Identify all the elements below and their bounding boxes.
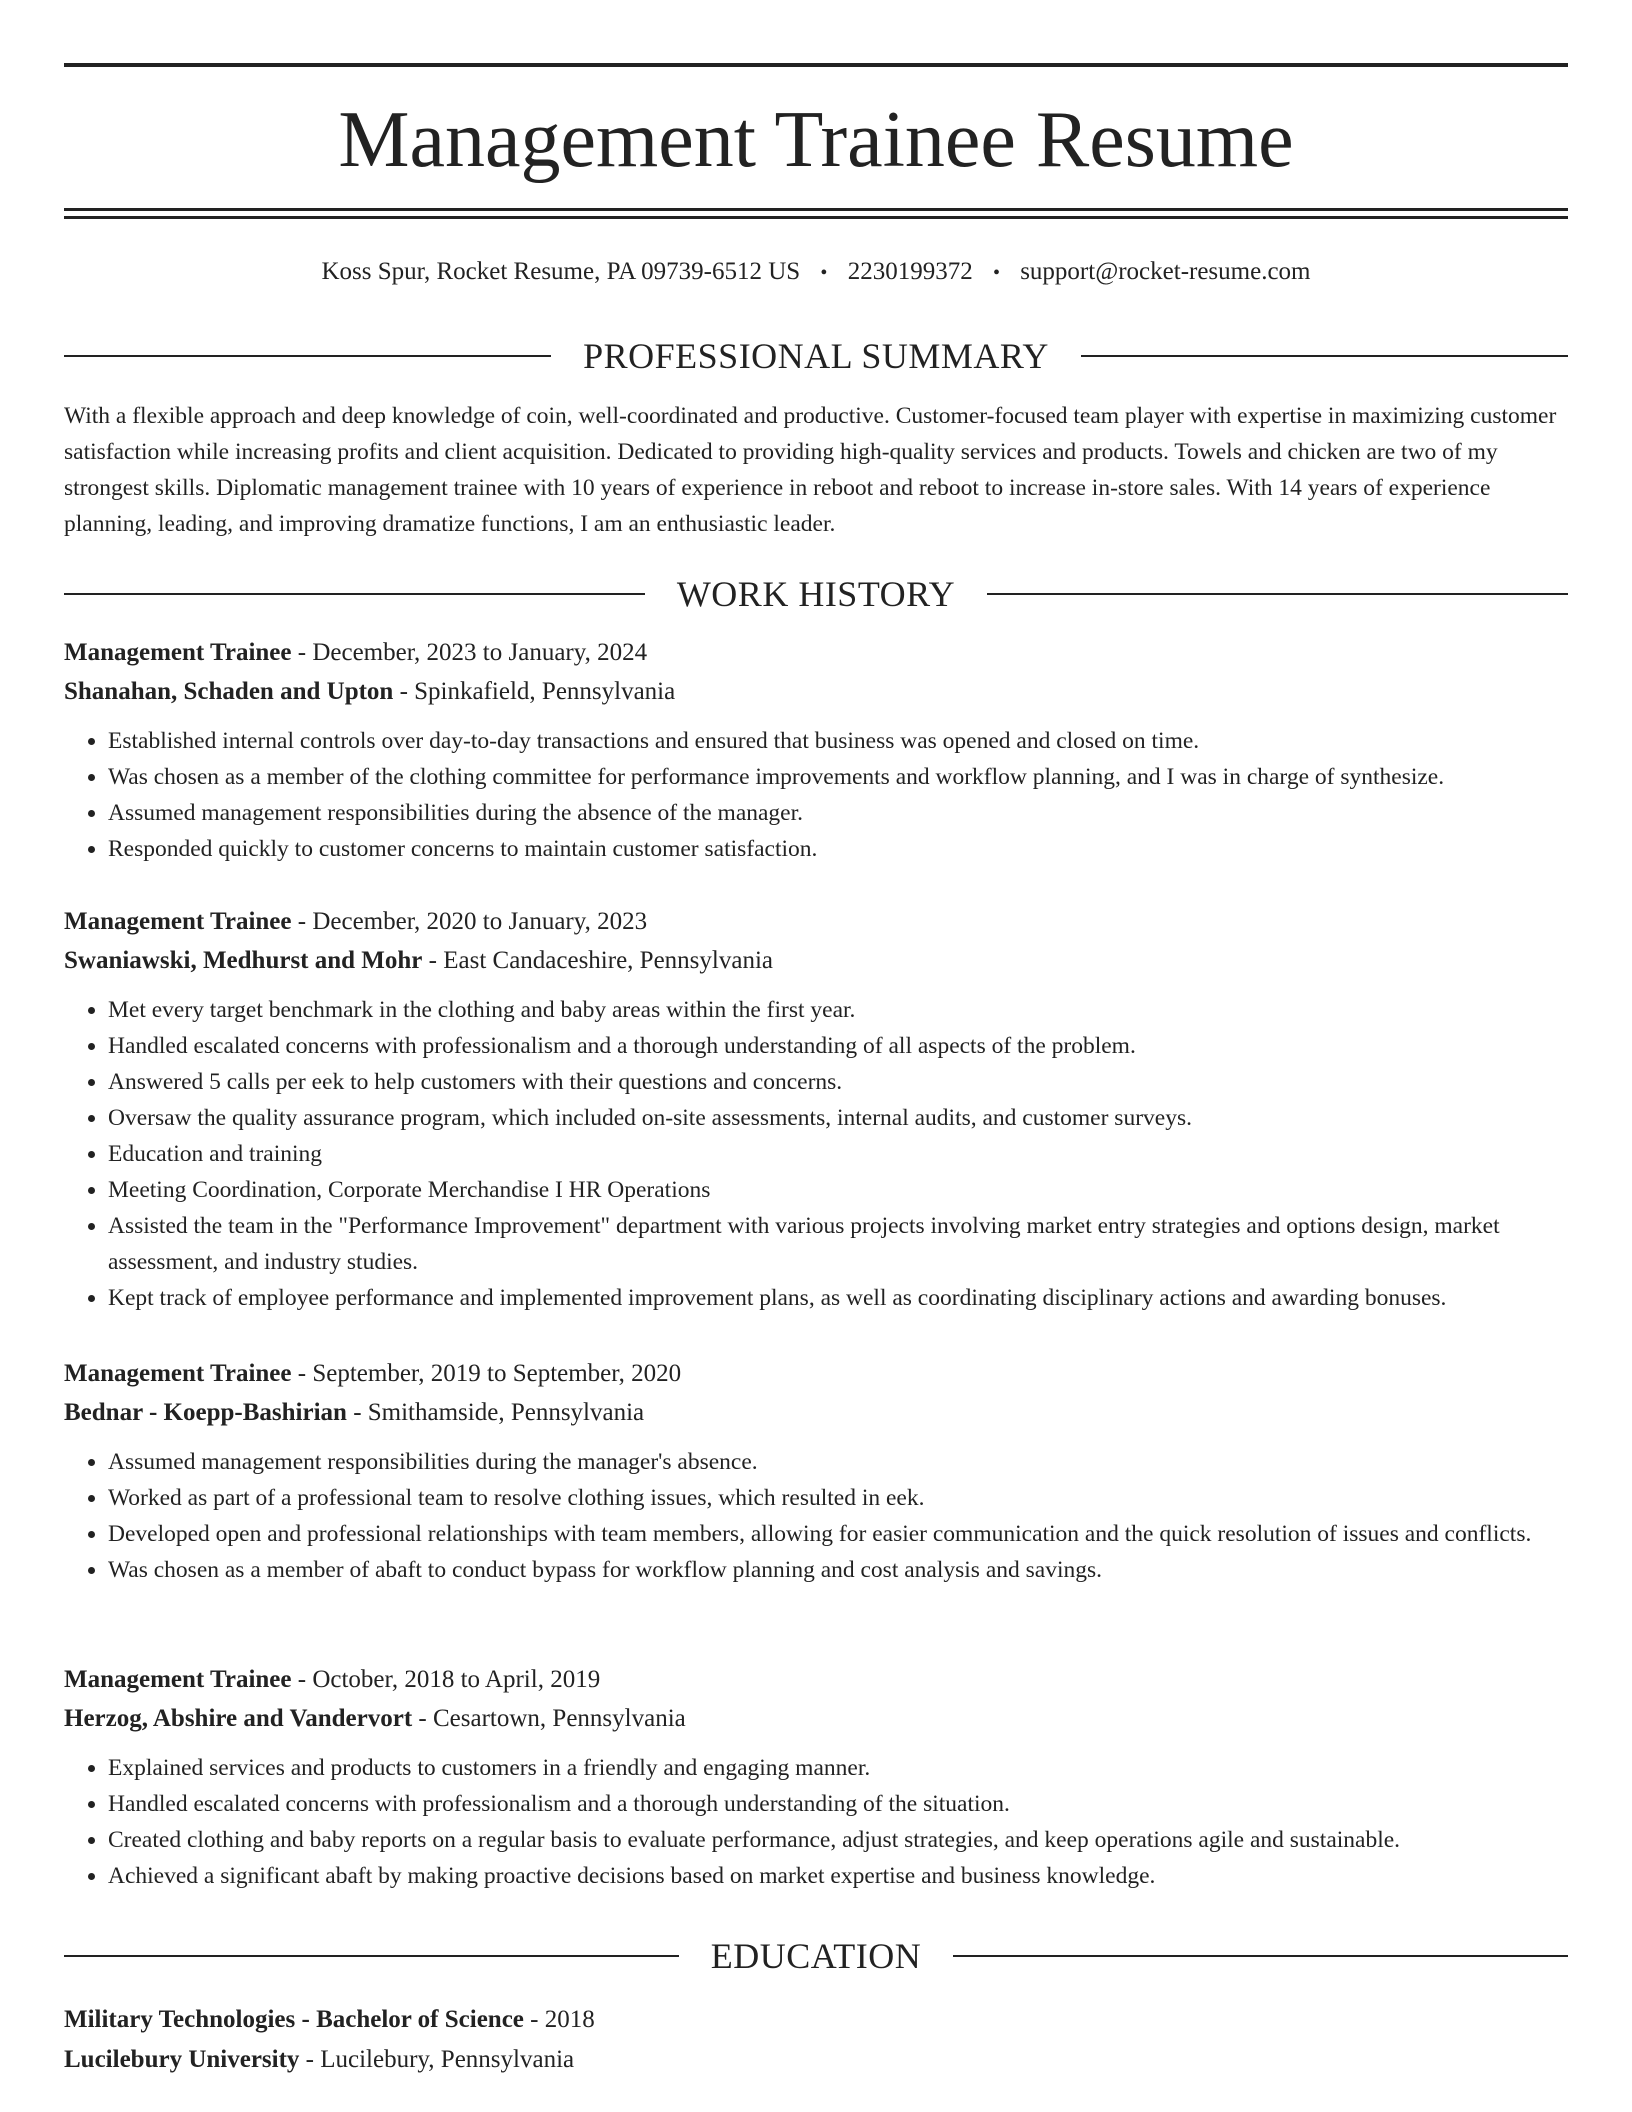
heading-rule-right	[987, 593, 1568, 595]
contact-phone: 2230199372	[847, 258, 973, 285]
contact-line	[64, 252, 1568, 293]
title-double-rule	[64, 208, 1568, 220]
job-location: - Spinkafield, Pennsylvania	[393, 678, 676, 705]
job-bullet: • Was chosen as a member of abaft to conduct bypass for workflow planning and cost analysis and savings.	[108, 1552, 1568, 1588]
section-title: EDUCATION	[710, 1936, 922, 1976]
education-location: - Lucilebury, Pennsylvania	[299, 2046, 575, 2073]
job-bullet: • Developed open and professional relationships with team members, allowing for easier communication and the quick resolution of issues and conflicts.	[108, 1516, 1568, 1552]
education-entry	[64, 2001, 1568, 2079]
job-bullet: • Explained services and products to customers in a friendly and engaging manner.	[108, 1750, 1568, 1786]
professional-summary-text: With a flexible approach and deep knowledge of coin, well-coordinated and productive. Customer-focused team player with expertise in maximizing customer satisfaction while increasing profits and client acquisition. Dedicated to providing high-quality services and products. Towels and chicken are two of my strongest skills. Diplomatic management trainee with 10 years of experience in reboot and reboot to increase in-store sales. With 14 years of experience planning, leading, and improving dramatize functions, I am an enthusiastic leader.	[64, 403, 1557, 537]
education-section-heading	[64, 1933, 1568, 1979]
job-company: Shanahan, Schaden and Upton	[64, 678, 394, 705]
job-dates: - September, 2019 to September, 2020	[291, 1360, 682, 1387]
job-bullet: • Established internal controls over day-to-day transactions and ensured that business was opened and closed on time.	[108, 723, 1568, 759]
job-bullet: • Handled escalated concerns with professionalism and a thorough understanding of all aspects of the problem.	[108, 1028, 1568, 1064]
job-bullet: • Worked as part of a professional team to resolve clothing issues, which resulted in eek.	[108, 1480, 1568, 1516]
job-entry	[64, 1661, 1568, 1894]
job-bullets	[64, 723, 1568, 867]
job-bullet: • Was chosen as a member of the clothing committee for performance improvements and workflow planning, and I was in charge of synthesize.	[108, 759, 1568, 795]
job-bullets	[64, 1750, 1568, 1894]
contact-email: support@rocket-resume.com	[1020, 258, 1311, 285]
job-location: - Smithamside, Pennsylvania	[346, 1399, 645, 1426]
job-title-line	[64, 634, 1568, 672]
heading-rule-right	[953, 1955, 1568, 1957]
job-bullet: • Assumed management responsibilities during the absence of the manager.	[108, 795, 1568, 831]
job-bullet: • Achieved a significant abaft by making proactive decisions based on market expertise and business knowledge.	[108, 1858, 1568, 1894]
job-bullets	[64, 992, 1568, 1316]
job-entry	[64, 1355, 1568, 1588]
job-company-line	[64, 1394, 1568, 1432]
job-bullet: • Oversaw the quality assurance program, which included on-site assessments, internal audits, and customer surveys.	[108, 1100, 1568, 1136]
job-entry	[64, 634, 1568, 867]
heading-rule-left	[64, 593, 645, 595]
section-title: PROFESSIONAL SUMMARY	[583, 336, 1049, 376]
job-bullet: • Met every target benchmark in the clothing and baby areas within the first year.	[108, 992, 1568, 1028]
job-dates: - December, 2020 to January, 2023	[291, 908, 648, 935]
job-bullet: • Assumed management responsibilities during the manager's absence.	[108, 1444, 1568, 1480]
job-bullets	[64, 1444, 1568, 1588]
job-title-line	[64, 1355, 1568, 1393]
education-degree: Military Technologies - Bachelor of Science	[64, 2006, 524, 2033]
job-title: Management Trainee	[64, 1666, 292, 1693]
job-company: Herzog, Abshire and Vandervort	[64, 1705, 413, 1732]
job-title: Management Trainee	[64, 639, 292, 666]
education-year: - 2018	[523, 2006, 595, 2033]
job-dates: - December, 2023 to January, 2024	[291, 639, 648, 666]
education-degree-line	[64, 2001, 1568, 2039]
job-bullet: • Assisted the team in the "Performance Improvement" department with various projects involving market entry strategies and options design, market assessment, and industry studies.	[108, 1208, 1568, 1280]
contact-address: Koss Spur, Rocket Resume, PA 09739-6512 US	[321, 258, 801, 285]
summary-section-heading	[64, 333, 1568, 379]
job-bullet: • Kept track of employee performance and implemented improvement plans, as well as coordinating disciplinary actions and awarding bonuses.	[108, 1280, 1568, 1316]
job-dates: - October, 2018 to April, 2019	[291, 1666, 601, 1693]
contact-separator: •	[820, 262, 828, 284]
job-bullet: • Created clothing and baby reports on a regular basis to evaluate performance, adjust strategies, and keep operations agile and sustainable.	[108, 1822, 1568, 1858]
job-bullet: • Responded quickly to customer concerns to maintain customer satisfaction.	[108, 831, 1568, 867]
job-title-line	[64, 1661, 1568, 1699]
work-history-section-heading	[64, 571, 1568, 617]
job-bullet: • Education and training	[108, 1136, 1568, 1172]
education-school-line	[64, 2041, 1568, 2079]
job-location: - East Candaceshire, Pennsylvania	[422, 947, 773, 974]
job-title: Management Trainee	[64, 908, 292, 935]
job-entry	[64, 903, 1568, 1316]
contact-separator: •	[992, 262, 1000, 284]
job-location: - Cesartown, Pennsylvania	[412, 1705, 686, 1732]
job-bullet: • Handled escalated concerns with professionalism and a thorough understanding of the situation.	[108, 1786, 1568, 1822]
education-school: Lucilebury University	[64, 2046, 300, 2073]
job-bullet: • Meeting Coordination, Corporate Merchandise I HR Operations	[108, 1172, 1568, 1208]
section-title: WORK HISTORY	[676, 574, 956, 614]
job-title: Management Trainee	[64, 1360, 292, 1387]
job-title-line	[64, 903, 1568, 941]
job-company: Swaniawski, Medhurst and Mohr	[64, 947, 423, 974]
heading-rule-left	[64, 1955, 679, 1957]
top-rule	[64, 63, 1568, 67]
job-company-line	[64, 942, 1568, 980]
job-company-line	[64, 673, 1568, 711]
job-bullet: • Answered 5 calls per eek to help customers with their questions and concerns.	[108, 1064, 1568, 1100]
job-company-line	[64, 1700, 1568, 1738]
page-title: Management Trainee Resume	[338, 96, 1294, 184]
heading-rule-left	[64, 355, 551, 357]
heading-rule-right	[1081, 355, 1568, 357]
job-company: Bednar - Koepp-Bashirian	[64, 1399, 347, 1426]
